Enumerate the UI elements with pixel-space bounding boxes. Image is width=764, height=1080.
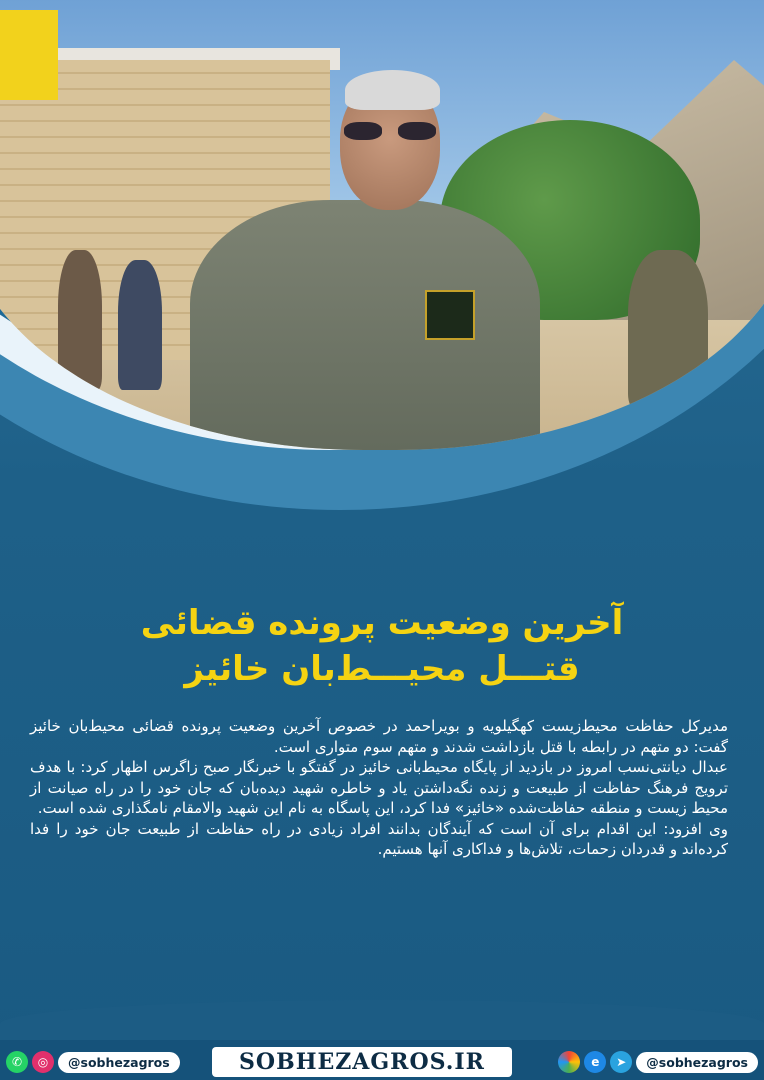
photo-person — [628, 250, 708, 410]
eitaa-icon[interactable]: e — [584, 1051, 606, 1073]
news-photo — [0, 0, 764, 450]
rubika-icon[interactable] — [558, 1051, 580, 1073]
paragraph: مدیرکل حفاظت محیط‌زیست کهگیلویه و بویراحمد در خصوص آخرین وضعیت پرونده قضائی محیط‌بان خائیز گفت: دو متهم در رابطه با قتل بازداشت شدند و متهم سوم متواری است. — [30, 717, 728, 756]
paragraph: عبدال دیانتی‌نسب امروز در بازدید از پایگاه محیط‌بانی خائیز در گفتگو با خبرنگار صبح زاگرس اظهار کرد: با هدف ترویج فرهنگ حفاظت از طبیعت و زنده نگه‌داشتن یاد و خاطره شهید دیده‌بان که جان خود را در راه صیانت از محیط زیست و منطقه حفاظت‌شده «خائیز» فدا کرد، این پاسگاه به نام این شهید والامقام نامگذاری شده است. — [30, 758, 728, 817]
photo-sign — [0, 10, 58, 100]
sunglasses — [344, 122, 436, 140]
headline-line-1: آخرین وضعیت پرونده قضائی — [140, 603, 624, 643]
telegram-icon[interactable]: ➤ — [610, 1051, 632, 1073]
whatsapp-icon[interactable]: ✆ — [6, 1051, 28, 1073]
uniform-badge — [425, 290, 475, 340]
website-url[interactable]: SOBHEZAGROS.IR — [212, 1047, 512, 1077]
headline — [40, 600, 724, 692]
photo-person — [58, 250, 102, 390]
photo-person — [118, 260, 162, 390]
paragraph: وی افزود: این اقدام برای آن است که آیندگان بدانند افراد زیادی در راه حفاظت از طبیعت جان خود را فدا کرده‌اند و قدردان زحمات، تلاش‌ها و فداکاری آنها هستیم. — [30, 819, 728, 858]
social-right — [558, 1049, 758, 1075]
social-handle-right[interactable]: @sobhezagros — [636, 1052, 758, 1073]
instagram-icon[interactable]: ◎ — [32, 1051, 54, 1073]
social-handle-left[interactable]: @sobhezagros — [58, 1052, 180, 1073]
photo-officer-uniform — [190, 200, 540, 450]
headline-line-2: قتـــل محیـــط‌بان خائیز — [184, 649, 580, 689]
photo-officer-hair — [345, 70, 440, 110]
social-left — [6, 1049, 180, 1075]
article-body — [30, 716, 728, 860]
